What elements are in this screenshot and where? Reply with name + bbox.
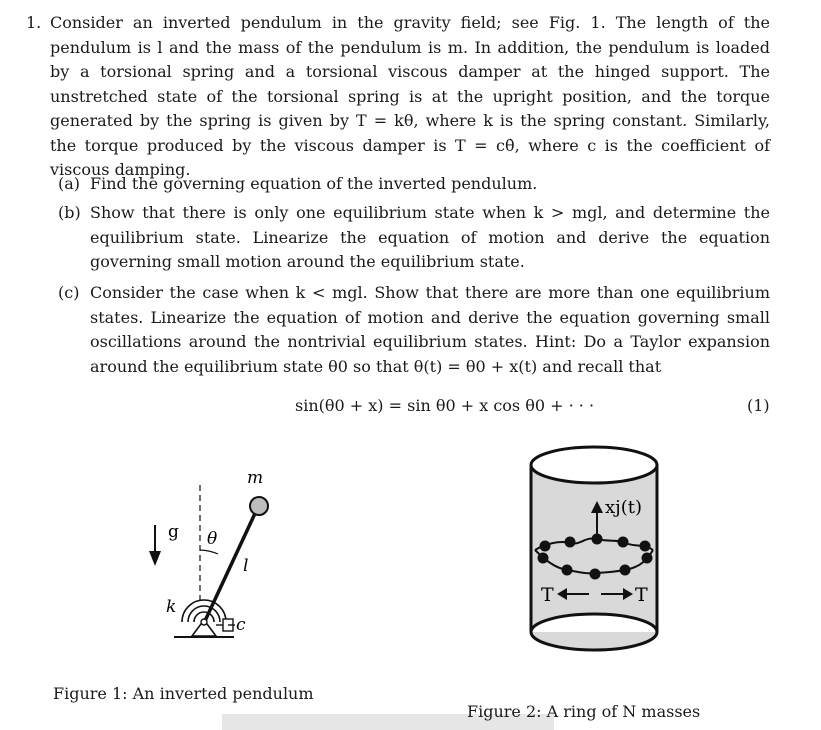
mass-bead (640, 541, 651, 552)
length-label: l (243, 556, 249, 576)
mass-bead (590, 569, 601, 580)
mass-label: m (247, 468, 264, 488)
figure2-caption: Figure 2: A ring of N masses (467, 702, 701, 721)
tension-left-label: T (541, 584, 554, 606)
displacement-label: xj(t) (605, 497, 643, 518)
angle-label: θ (207, 529, 218, 549)
mass-bead (642, 553, 653, 564)
figure1-caption: Figure 1: An inverted pendulum (53, 684, 314, 703)
mass-bead (562, 565, 573, 576)
spring-label: k (166, 597, 177, 617)
tension-right-label: T (635, 584, 648, 606)
part-b-label: (b) (58, 203, 81, 222)
damper-label: c (236, 615, 246, 635)
mass-bead (565, 537, 576, 548)
problem-intro: Consider an inverted pendulum in the gravity field; see Fig. 1. The length of the pendulum is l and the mass of the pendulum is m. In addition, the pendulum is loaded by a torsional spring and a torsional viscous damper at the hinged support. The unstretched state of the torsional spring is at the upright position, and the torque generated by the spring is given by T = kθ, where k is the spring constant. Similarly, the torque produced by the viscous damper is T = cθ̇, where c is the coefficient of viscous damping. (50, 13, 770, 179)
pendulum-mass (250, 497, 268, 515)
part-c-label: (c) (58, 283, 80, 302)
part-c-text: Consider the case when k < mgl. Show that there are more than one equilibrium states. Linearize the equation of motion and derive the equation governing small oscillations around the nontrivial equilibrium states. Hint: Do a Taylor expansion around the equilibrium state θ0 so that θ(t) = θ0 + x(t) and recall that (90, 283, 770, 376)
figure-inverted-pendulum (130, 455, 290, 645)
pendulum-rod (204, 507, 258, 623)
gravity-label: g (168, 522, 179, 542)
figure-ring-of-masses (525, 440, 665, 655)
cylinder-top (531, 447, 657, 483)
part-b-text: Show that there is only one equilibrium state when k > mgl, and determine the equilibrium state. Linearize the equation of motion and derive the equation governing small motion around the equilibrium state. (90, 203, 770, 271)
angle-arc (200, 550, 218, 554)
mass-bead (540, 541, 551, 552)
part-a-text: Find the governing equation of the inverted pendulum. (90, 174, 538, 193)
mass-bead (538, 553, 549, 564)
part-a-label: (a) (58, 174, 81, 193)
mass-bead (620, 565, 631, 576)
equation-number: (1) (747, 396, 770, 415)
mass-bead (592, 534, 603, 545)
problem-number: 1. (26, 13, 42, 32)
gravity-arrow-head (149, 551, 161, 566)
mass-bead (618, 537, 629, 548)
hinge-pin (201, 619, 207, 625)
taylor-equation: sin(θ0 + x) = sin θ0 + x cos θ0 + · · · (295, 396, 595, 415)
